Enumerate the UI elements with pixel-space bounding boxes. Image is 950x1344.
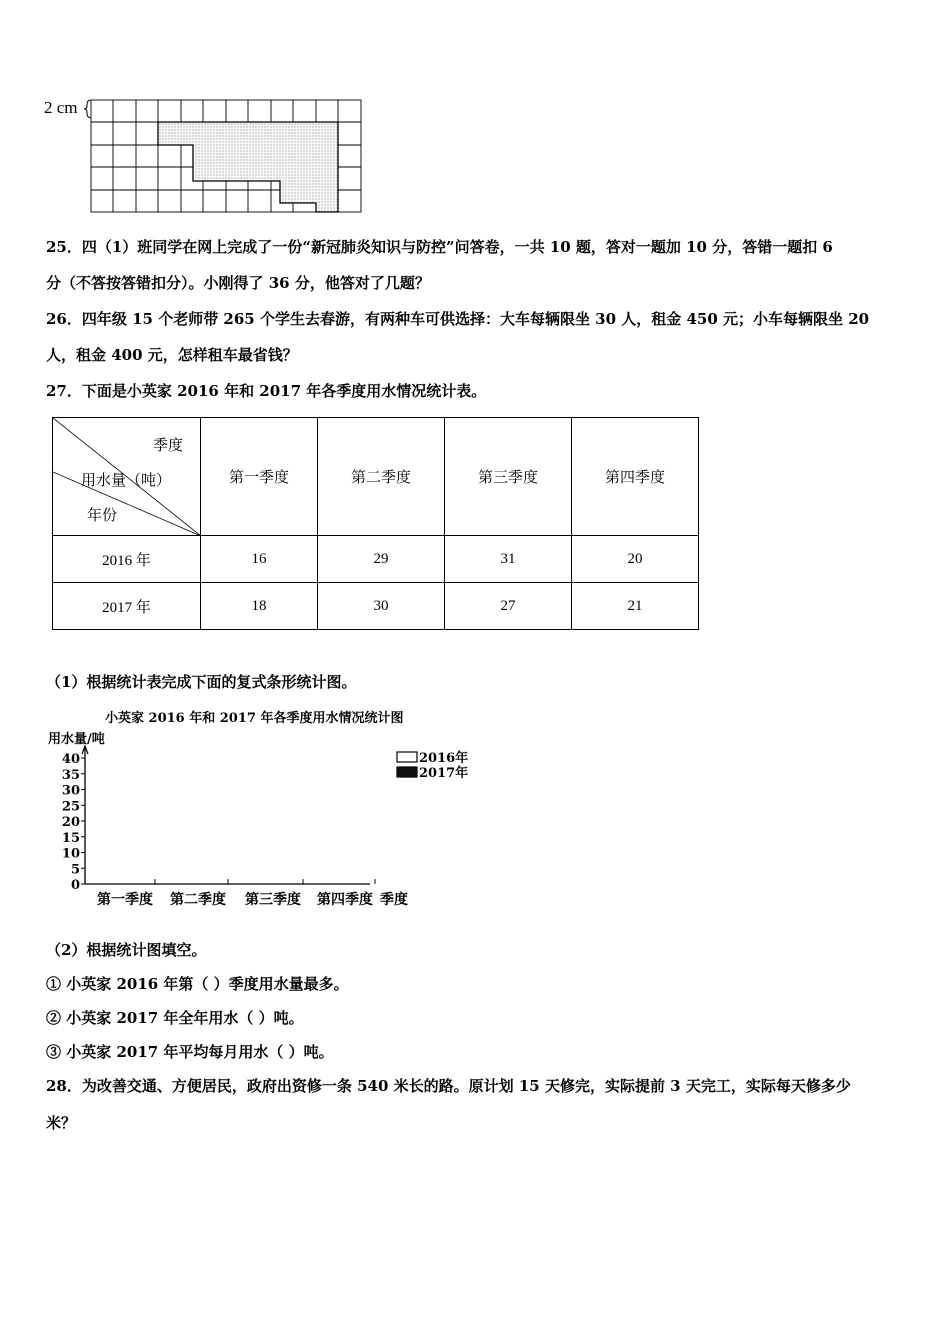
table-cell: 21 — [572, 583, 699, 630]
table-cell: 31 — [445, 536, 572, 583]
y-tick-label: 40 — [61, 752, 80, 767]
table-cell: 20 — [572, 536, 699, 583]
water-usage-table — [52, 417, 699, 630]
question-27-intro: 27．下面是小英家 2016 年和 2017 年各季度用水情况统计表。 — [46, 382, 487, 400]
table-cell: 29 — [318, 536, 445, 583]
question-25-line2: 分（不答按答错扣分）。小刚得了 36 分，他答对了几题？ — [46, 274, 430, 292]
chart-title: 小英家 2016 年和 2017 年各季度用水情况统计图 — [105, 711, 404, 726]
legend-label-2016: 2016年 — [419, 751, 469, 766]
y-tick-label: 5 — [70, 862, 80, 878]
bar-chart — [40, 740, 480, 915]
chart-y-label: 用水量/吨 — [48, 732, 105, 747]
question-28-line2: 米？ — [46, 1114, 77, 1132]
column-header: 第一季度 — [201, 418, 318, 536]
y-tick-label: 15 — [61, 830, 80, 846]
legend-label-2017: 2017年 — [419, 766, 469, 781]
question-27-fill3: ③ 小英家 2017 年平均每月用水（ ）吨。 — [46, 1043, 334, 1061]
question-25-line1: 25．四（1）班同学在网上完成了一份“新冠肺炎知识与防控”问答卷，一共 10 题，答对一题加 10 分，答错一题扣 6 — [46, 238, 833, 256]
x-tick-label: 第二季度 — [170, 892, 226, 908]
question-27-part1: （1）根据统计表完成下面的复式条形统计图。 — [46, 673, 357, 691]
x-tick-label: 第一季度 — [97, 892, 153, 908]
table-cell: 18 — [201, 583, 318, 630]
grid-scale-label: 2 cm — [44, 98, 78, 117]
question-26-line2: 人，租金 400 元，怎样租车最省钱？ — [46, 346, 298, 364]
y-tick-label: 35 — [61, 767, 80, 783]
table-row — [53, 536, 699, 583]
x-axis-label: 季度 — [380, 892, 408, 908]
brace — [84, 100, 91, 118]
column-header: 第二季度 — [318, 418, 445, 536]
row-year: 2016 年 — [53, 536, 201, 583]
y-tick-label: 0 — [70, 878, 80, 893]
table-row — [53, 583, 699, 630]
legend-swatch-2016 — [397, 752, 417, 762]
column-header: 第三季度 — [445, 418, 572, 536]
table-cell: 16 — [201, 536, 318, 583]
corner-label-usage: 用水量（吨） — [81, 473, 172, 489]
y-tick-label: 30 — [61, 783, 80, 799]
question-27-fill2: ② 小英家 2017 年全年用水（ ）吨。 — [46, 1009, 304, 1027]
table-corner-cell — [53, 418, 201, 536]
x-tick-label: 第四季度 — [317, 892, 373, 908]
y-tick-label: 10 — [61, 846, 80, 862]
question-26-line1: 26．四年级 15 个老师带 265 个学生去春游，有两种车可供选择：大车每辆限坐 30 人，租金 450 元；小车每辆限坐 20 — [46, 310, 870, 328]
question-27-fill1: ① 小英家 2016 年第（ ）季度用水量最多。 — [46, 975, 349, 993]
corner-label-quarter: 季度 — [153, 438, 184, 454]
y-tick-label: 25 — [61, 799, 80, 815]
question-28-line1: 28．为改善交通、方便居民，政府出资修一条 540 米长的路。原计划 15 天修完，实际提前 3 天完工，实际每天修多少 — [46, 1077, 851, 1095]
question-27-part2: （2）根据统计图填空。 — [46, 941, 207, 959]
table-cell: 27 — [445, 583, 572, 630]
row-year: 2017 年 — [53, 583, 201, 630]
corner-label-year: 年份 — [87, 508, 118, 524]
grid-figure — [84, 96, 368, 216]
column-header: 第四季度 — [572, 418, 699, 536]
y-tick-label: 20 — [61, 815, 80, 830]
x-tick-label: 第三季度 — [245, 892, 301, 908]
table-cell: 30 — [318, 583, 445, 630]
legend-swatch-2017 — [397, 767, 417, 777]
